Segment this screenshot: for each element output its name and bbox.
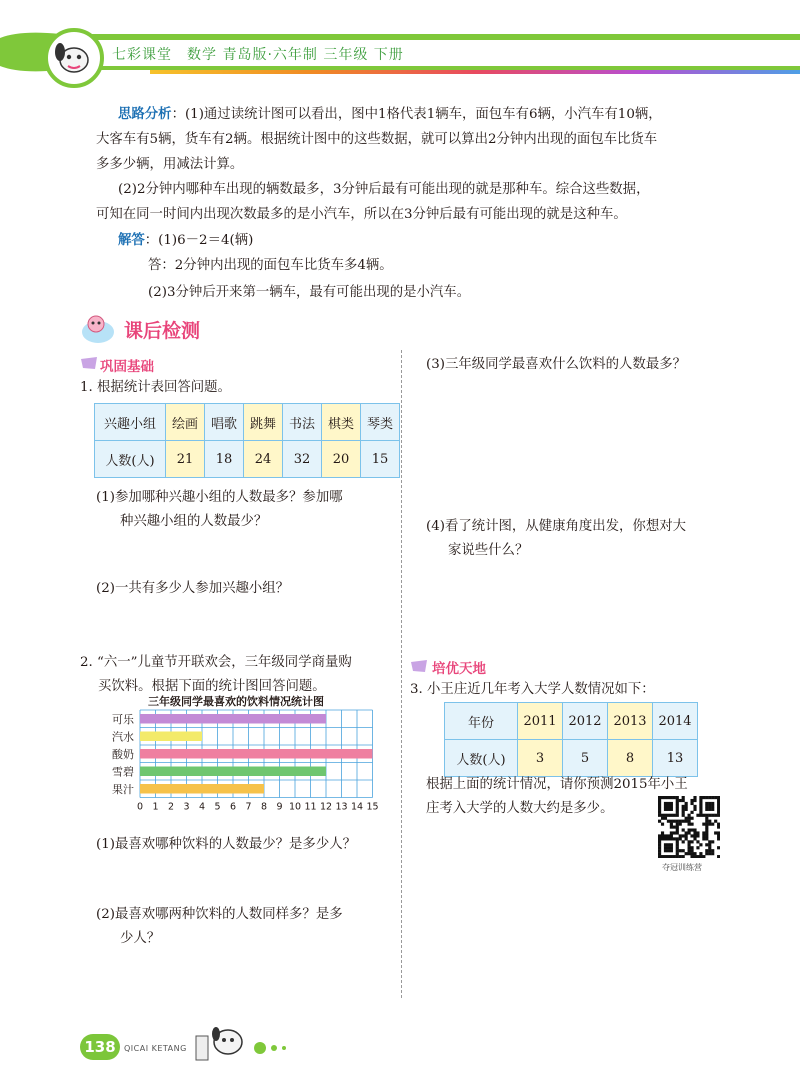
mascot-logo-icon [44, 28, 104, 88]
q1-th-3: 跳舞 [244, 404, 283, 441]
q1-td-4: 32 [283, 441, 322, 478]
q3-td-1: 3 [518, 740, 563, 777]
q2-sub3: (3)三年级同学最喜欢什么饮料的人数最多？ [426, 357, 686, 372]
answer-1: ：(1)6－2＝4(辆) [144, 233, 254, 248]
bar-3 [140, 767, 326, 777]
q3-th-2: 2012 [563, 703, 608, 740]
q1-th-6: 琴类 [361, 404, 400, 441]
tick-label-10: 10 [288, 801, 302, 813]
q1-sub1: (1)参加哪种兴趣小组的人数最多？参加哪 [96, 490, 343, 505]
tick-label-1: 1 [152, 801, 159, 813]
q2-sub2b: 少人？ [120, 931, 161, 946]
answer-label: 解答 [118, 233, 145, 248]
category-label-0: 可乐 [112, 712, 134, 726]
category-label-1: 汽水 [112, 730, 134, 744]
q3-td-2: 5 [563, 740, 608, 777]
q3-table [444, 702, 698, 777]
footer-mascot-icon [192, 1018, 252, 1064]
basics-tag-icon [80, 356, 98, 370]
tick-label-15: 15 [366, 801, 379, 813]
column-divider [401, 350, 402, 998]
q3-stem: 3. 小王庄近几年考入大学人数情况如下： [410, 682, 655, 697]
q3-td-4: 13 [653, 740, 698, 777]
category-label-3: 雪碧 [112, 765, 134, 779]
category-label-2: 酸奶 [112, 747, 134, 761]
category-label-4: 果汁 [112, 782, 134, 796]
q1-table-data-row [95, 441, 400, 478]
tick-label-11: 11 [304, 801, 317, 813]
analysis-label: 思路分析 [118, 107, 172, 122]
section-title: 课后检测 [124, 320, 201, 342]
header-rainbow-line [150, 70, 800, 74]
advance-tag-icon [410, 659, 428, 673]
bar-1 [140, 732, 202, 742]
tick-label-14: 14 [350, 801, 364, 813]
q3-td-3: 8 [608, 740, 653, 777]
q3-th-0: 年份 [445, 703, 518, 740]
q3-sub1: 根据上面的统计情况，请你预测2015年小王 [426, 777, 688, 792]
answer-2: (2)3分钟后开来第一辆车，最有可能出现的是小汽车。 [148, 285, 471, 300]
q1-th-5: 棋类 [322, 404, 361, 441]
q1-th-4: 书法 [283, 404, 322, 441]
bar-2 [140, 749, 373, 759]
q2-stem: 2. “六一”儿童节开联欢会，三年级同学商量购 [80, 655, 352, 670]
section-mascot-icon [78, 310, 118, 346]
analysis-p1c: 多多少辆，用减法计算。 [96, 157, 244, 172]
q1-table-header-row [95, 404, 400, 441]
q1-sub2: (2)一共有多少人参加兴趣小组？ [96, 581, 290, 596]
q3-table-data-row [445, 740, 698, 777]
q2-stem-b: 买饮料。根据下面的统计图回答问题。 [98, 679, 326, 694]
q2-sub2: (2)最喜欢哪两种饮料的人数同样多？是多 [96, 907, 343, 922]
q3-th-3: 2013 [608, 703, 653, 740]
bar-4 [140, 784, 264, 794]
chart-title: 三年级同学最喜欢的饮料情况统计图 [148, 695, 324, 708]
q1-th-1: 绘画 [166, 404, 205, 441]
advance-title: 培优天地 [432, 661, 486, 677]
tick-label-4: 4 [198, 801, 206, 813]
q1-sub1b: 种兴趣小组的人数最少？ [120, 514, 268, 529]
q1-table [94, 403, 400, 478]
answer-1b: 答：2分钟内出现的面包车比货车多4辆。 [148, 258, 393, 273]
q1-th-0: 兴趣小组 [95, 404, 166, 441]
q3-table-header-row [445, 703, 698, 740]
q2-sub4: (4)看了统计图，从健康角度出发，你想对大 [426, 519, 686, 534]
tick-label-0: 0 [136, 801, 144, 813]
tick-label-2: 2 [167, 801, 175, 813]
q1-td-5: 20 [322, 441, 361, 478]
analysis-p2b: 可知在同一时间内出现次数最多的是小汽车，所以在3分钟后最有可能出现的就是这种车。 [96, 207, 627, 222]
tick-label-7: 7 [245, 801, 252, 813]
q2-sub4b: 家说些什么？ [448, 543, 529, 558]
q3-sub1b: 庄考入大学的人数大约是多少。 [426, 801, 614, 816]
q2-sub1: (1)最喜欢哪种饮料的人数最少？是多少人？ [96, 837, 356, 852]
q3-th-4: 2014 [653, 703, 698, 740]
tick-label-6: 6 [229, 801, 237, 813]
q1-td-3: 24 [244, 441, 283, 478]
tick-label-5: 5 [214, 801, 221, 813]
q1-td-2: 18 [205, 441, 244, 478]
footer-dots-icon [252, 1040, 292, 1056]
q1-th-2: 唱歌 [205, 404, 244, 441]
page-number: 138 [80, 1034, 120, 1060]
header-title: 七彩课堂 数学 青岛版·六年制 三年级 下册 [112, 47, 404, 63]
analysis-p1b: 大客车有5辆，货车有2辆。根据统计图中的这些数据，就可以算出2分钟内出现的面包车比货车 [96, 132, 658, 147]
tick-label-9: 9 [276, 801, 283, 813]
q1-td-0: 人数(人) [95, 441, 166, 478]
q3-td-0: 人数(人) [445, 740, 518, 777]
footer-brand: QICAI KETANG [124, 1044, 187, 1053]
drink-bar-chart [104, 708, 384, 830]
analysis-block [118, 102, 738, 127]
q3-th-1: 2011 [518, 703, 563, 740]
tick-label-13: 13 [335, 801, 348, 813]
basics-title: 巩固基础 [100, 359, 154, 375]
qr-code-icon [658, 796, 720, 858]
bar-0 [140, 714, 326, 724]
q1-td-1: 21 [166, 441, 205, 478]
tick-label-12: 12 [319, 801, 333, 813]
q1-stem: 1. 根据统计表回答问题。 [80, 380, 231, 395]
analysis-p2: (2)2分钟内哪种车出现的辆数最多，3分钟后最有可能出现的就是那种车。综合这些数据， [118, 182, 650, 197]
q1-td-6: 15 [361, 441, 400, 478]
analysis-p1: ：(1)通过读统计图可以看出，图中1格代表1辆车，面包车有6辆，小汽车有10辆， [171, 107, 662, 122]
tick-label-3: 3 [183, 801, 190, 813]
tick-label-8: 8 [260, 801, 268, 813]
qr-label: 夺冠训练营 [662, 863, 702, 872]
